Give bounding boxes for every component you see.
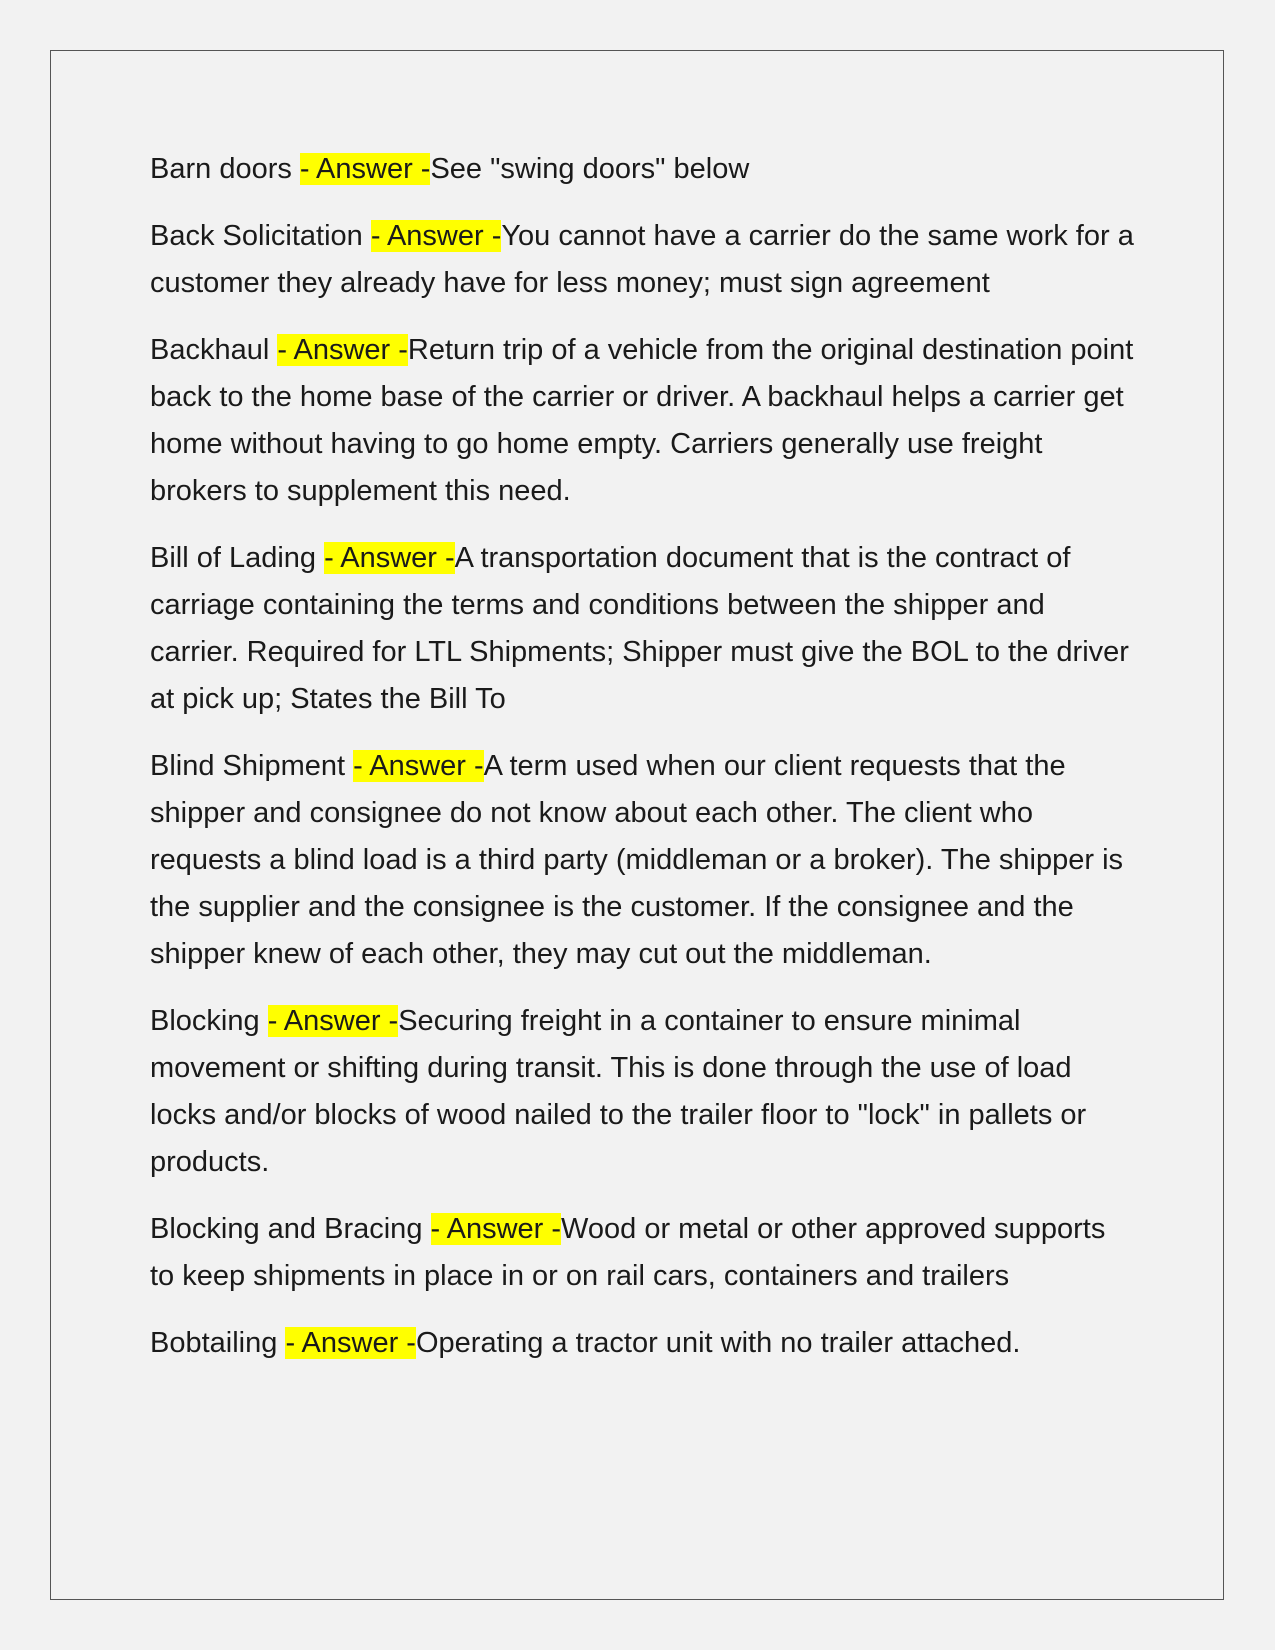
glossary-content bbox=[150, 146, 1135, 1387]
glossary-entry bbox=[150, 146, 1135, 193]
entry-term: Barn doors bbox=[150, 153, 292, 185]
answer-separator: - Answer - bbox=[285, 1327, 416, 1359]
answer-separator: - Answer - bbox=[353, 750, 484, 782]
glossary-entry bbox=[150, 1320, 1135, 1367]
entry-term: Blocking bbox=[150, 1005, 260, 1037]
answer-separator: - Answer - bbox=[370, 220, 502, 252]
glossary-entry bbox=[150, 743, 1135, 978]
entry-term: Bill of Lading bbox=[150, 542, 317, 574]
entry-term: Backhaul bbox=[150, 334, 270, 366]
entry-definition: Securing freight in a container to ensure minimal movement or shifting during transit. This is done through the use of load locks and/or blocks of wood nailed to the trailer floor to "lock" in pallets or products. bbox=[150, 1005, 1087, 1178]
glossary-entry bbox=[150, 535, 1135, 723]
entry-definition: Operating a tractor unit with no trailer attached. bbox=[415, 1327, 1021, 1359]
answer-separator: - Answer - bbox=[299, 153, 431, 185]
glossary-entry bbox=[150, 1206, 1135, 1300]
entry-definition: A transportation document that is the contract of carriage containing the terms and conditions between the shipper and carrier. Required for LTL Shipments; Shipper must give the BOL to the driver at pick up; States the Bill To bbox=[150, 542, 1129, 715]
entry-definition: See "swing doors" below bbox=[430, 153, 750, 185]
answer-separator: - Answer - bbox=[430, 1213, 562, 1245]
entry-definition: You cannot have a carrier do the same work for a customer they already have for less money; must sign agreement bbox=[150, 220, 1134, 299]
answer-separator: - Answer - bbox=[324, 542, 455, 574]
entry-definition: A term used when our client requests that the shipper and consignee do not know about each other. The client who requests a blind load is a third party (middleman or a broker). The shipper is the supplier and the consignee is the customer. If the consignee and the shipper knew of each other, they may cut out the middleman. bbox=[150, 750, 1124, 970]
entry-term: Back Solicitation bbox=[150, 220, 363, 252]
answer-separator: - Answer - bbox=[267, 1005, 399, 1037]
entry-term: Blocking and Bracing bbox=[150, 1213, 423, 1245]
glossary-entry bbox=[150, 327, 1135, 515]
entry-term: Blind Shipment bbox=[150, 750, 346, 782]
answer-separator: - Answer - bbox=[277, 334, 408, 366]
glossary-entry bbox=[150, 998, 1135, 1186]
entry-definition: Wood or metal or other approved supports to keep shipments in place in or on rail cars, containers and trailers bbox=[150, 1213, 1106, 1292]
glossary-entry bbox=[150, 213, 1135, 307]
entry-definition: Return trip of a vehicle from the original destination point back to the home base of the carrier or driver. A backhaul helps a carrier get home without having to go home empty. Carriers generally use freight brokers to supplement this need. bbox=[150, 334, 1134, 507]
entry-term: Bobtailing bbox=[150, 1327, 278, 1359]
